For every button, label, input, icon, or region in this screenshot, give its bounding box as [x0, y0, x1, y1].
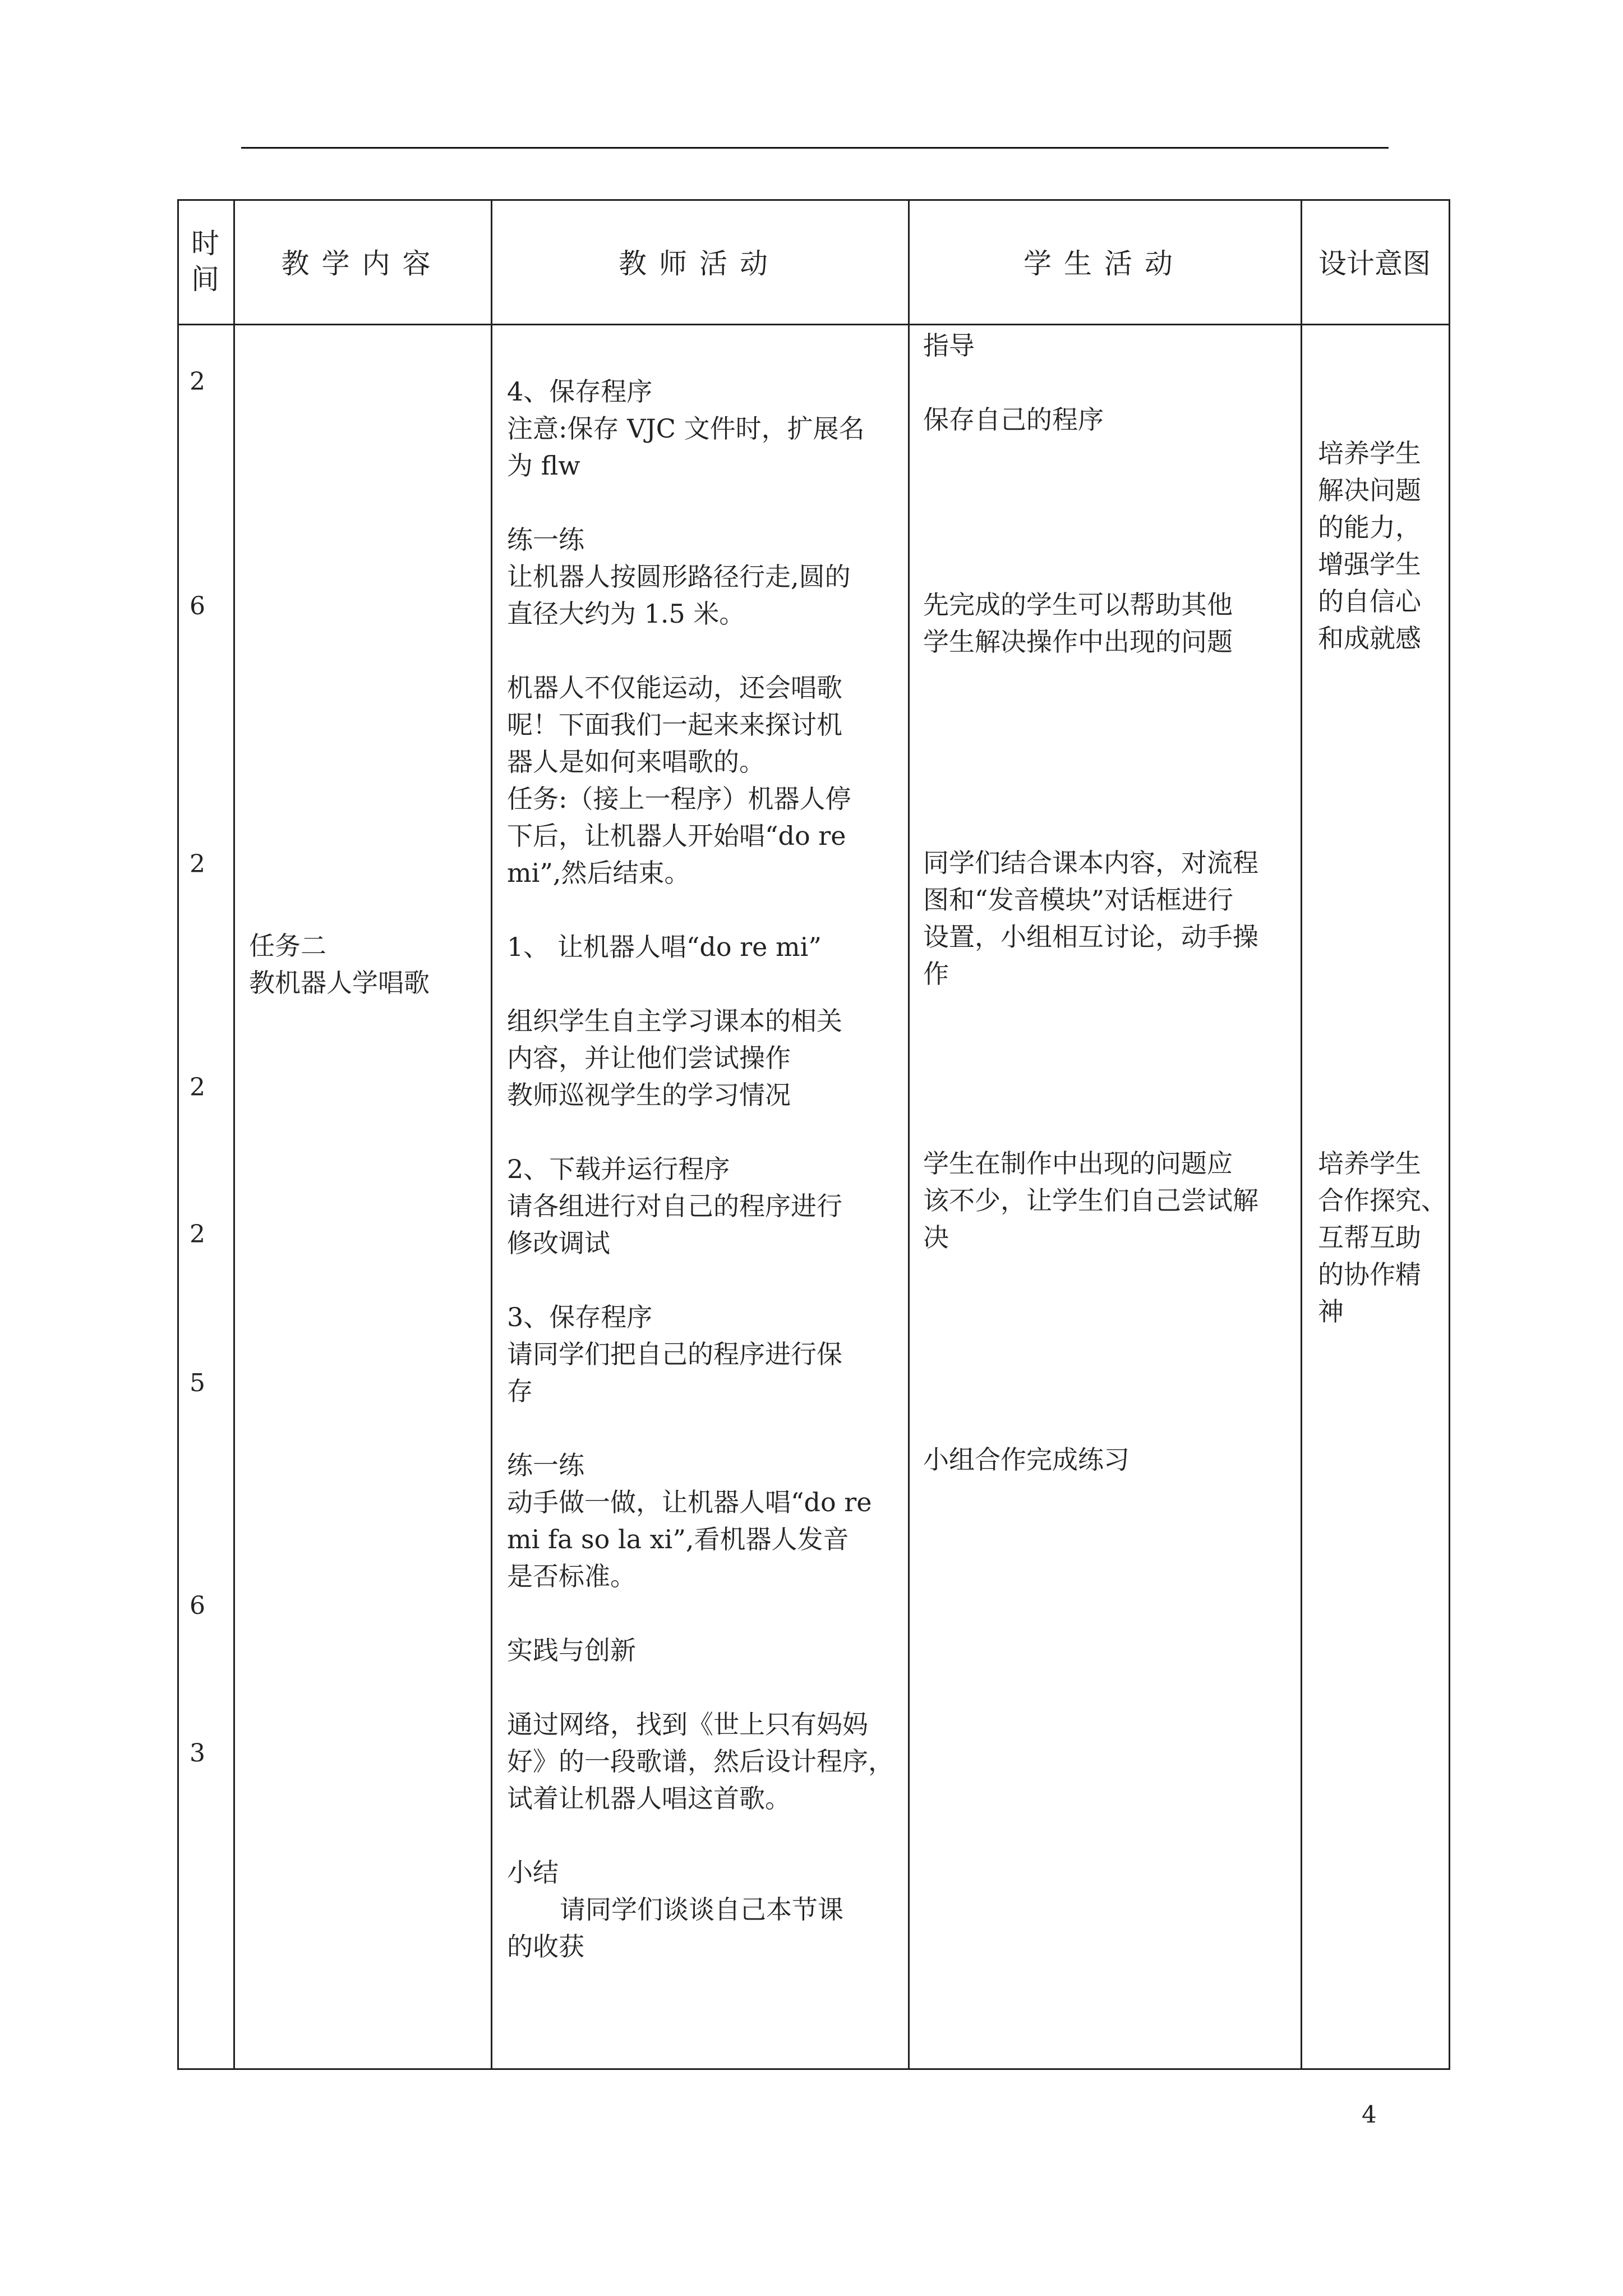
teacher-line: 呢！下面我们一起来来探讨机 [507, 710, 842, 740]
header-student-activity: 学生活动 [1023, 247, 1185, 280]
header-teacher-activity: 教师活动 [619, 247, 780, 280]
student-line: 该不少，让学生们自己尝试解 [923, 1185, 1258, 1216]
teacher-line: 的收获 [507, 1931, 584, 1962]
teacher-line: 4、保存程序 [507, 376, 653, 407]
intent-line: 的协作精 [1318, 1259, 1421, 1290]
time-value: 2 [190, 1220, 205, 1249]
teacher-line: 1、 让机器人唱“do re mi” [507, 932, 822, 962]
student-line: 先完成的学生可以帮助其他 [923, 590, 1233, 620]
teacher-line: 机器人不仅能运动，还会唱歌 [507, 673, 842, 703]
header-content: 教学内容 [281, 247, 443, 280]
student-line: 小组合作完成练习 [923, 1444, 1129, 1475]
teacher-line: 为 flw [507, 450, 580, 481]
teacher-line: 组织学生自主学习课本的相关 [507, 1006, 842, 1036]
teacher-line: 2、下载并运行程序 [507, 1154, 730, 1184]
time-value: 2 [190, 1073, 205, 1102]
student-line: 学生解决操作中出现的问题 [923, 627, 1233, 657]
teacher-line: 3、保存程序 [507, 1302, 653, 1332]
teacher-line: 练一练 [507, 524, 584, 555]
student-line: 学生在制作中出现的问题应 [923, 1148, 1233, 1179]
page-number: 4 [1362, 2101, 1377, 2128]
teacher-line: 通过网络，找到《世上只有妈妈 [507, 1709, 868, 1740]
teacher-line: 小结 [507, 1857, 559, 1888]
teacher-line: 任务:（接上一程序）机器人停 [507, 784, 851, 814]
time-value: 6 [190, 1591, 205, 1620]
student-line: 设置，小组相互讨论，动手操 [923, 922, 1258, 952]
student-line: 作 [923, 959, 949, 989]
teacher-line: 修改调试 [507, 1228, 610, 1258]
time-value: 2 [190, 850, 205, 878]
column-divider [491, 199, 492, 2070]
student-line: 图和“发音模块”对话框进行 [923, 885, 1234, 915]
intent-line: 的自信心 [1318, 586, 1421, 616]
table-border-right [1449, 199, 1450, 2070]
header-time-char: 时 [191, 227, 219, 260]
column-divider [233, 199, 235, 2070]
header-rule [241, 147, 1389, 149]
intent-line: 培养学生 [1318, 1148, 1421, 1179]
student-line: 指导 [923, 330, 975, 361]
teacher-line: mi”,然后结束。 [507, 858, 690, 888]
header-time-char: 间 [191, 263, 219, 296]
time-value: 3 [190, 1739, 205, 1768]
column-divider [1301, 199, 1302, 2070]
header-design-intent: 设计意图 [1318, 247, 1431, 280]
header-divider [177, 324, 1450, 325]
table-border-bottom [177, 2068, 1450, 2070]
teacher-line: 好》的一段歌谱，然后设计程序， [507, 1746, 894, 1777]
intent-line: 互帮互助 [1318, 1222, 1421, 1253]
teacher-line: 内容，并让他们尝试操作 [507, 1043, 791, 1073]
time-value: 2 [190, 367, 205, 396]
intent-line: 和成就感 [1318, 623, 1421, 654]
teacher-line: 请同学们把自己的程序进行保 [507, 1339, 842, 1369]
student-line: 保存自己的程序 [923, 404, 1104, 435]
intent-line: 合作探究、 [1318, 1185, 1447, 1216]
student-line: 决 [923, 1222, 949, 1253]
teacher-line: mi fa so la xi”,看机器人发音 [507, 1524, 849, 1554]
column-divider [908, 199, 910, 2070]
teacher-line: 试着让机器人唱这首歌。 [507, 1783, 791, 1814]
teacher-line: 直径大约为 1.5 米。 [507, 599, 745, 629]
teacher-line: 请各组进行对自己的程序进行 [507, 1191, 842, 1221]
student-line: 同学们结合课本内容，对流程 [923, 848, 1258, 878]
lesson-table [177, 199, 1450, 2070]
intent-line: 的能力， [1318, 512, 1421, 542]
content-task-title: 教机器人学唱歌 [249, 968, 430, 998]
time-value: 6 [190, 592, 205, 620]
header-time [177, 199, 233, 324]
table-border-left [177, 199, 179, 2070]
teacher-line: 是否标准。 [507, 1561, 636, 1591]
teacher-line: 动手做一做，让机器人唱“do re [507, 1487, 872, 1517]
teacher-line: 请同学们谈谈自己本节课 [560, 1894, 843, 1925]
intent-line: 增强学生 [1318, 549, 1421, 579]
content-task-label: 任务二 [249, 931, 326, 961]
time-value: 5 [190, 1369, 205, 1397]
intent-line: 神 [1318, 1296, 1344, 1327]
intent-line: 解决问题 [1318, 475, 1421, 505]
teacher-line: 让机器人按圆形路径行走,圆的 [507, 562, 851, 592]
teacher-line: 教师巡视学生的学习情况 [507, 1080, 791, 1110]
teacher-line: 练一练 [507, 1450, 584, 1480]
teacher-line: 存 [507, 1376, 533, 1406]
intent-line: 培养学生 [1318, 438, 1421, 468]
teacher-line: 下后，让机器人开始唱“do re [507, 821, 846, 851]
teacher-line: 器人是如何来唱歌的。 [507, 747, 765, 777]
teacher-line: 实践与创新 [507, 1635, 636, 1665]
teacher-line: 注意:保存 VJC 文件时，扩展名 [507, 413, 865, 444]
